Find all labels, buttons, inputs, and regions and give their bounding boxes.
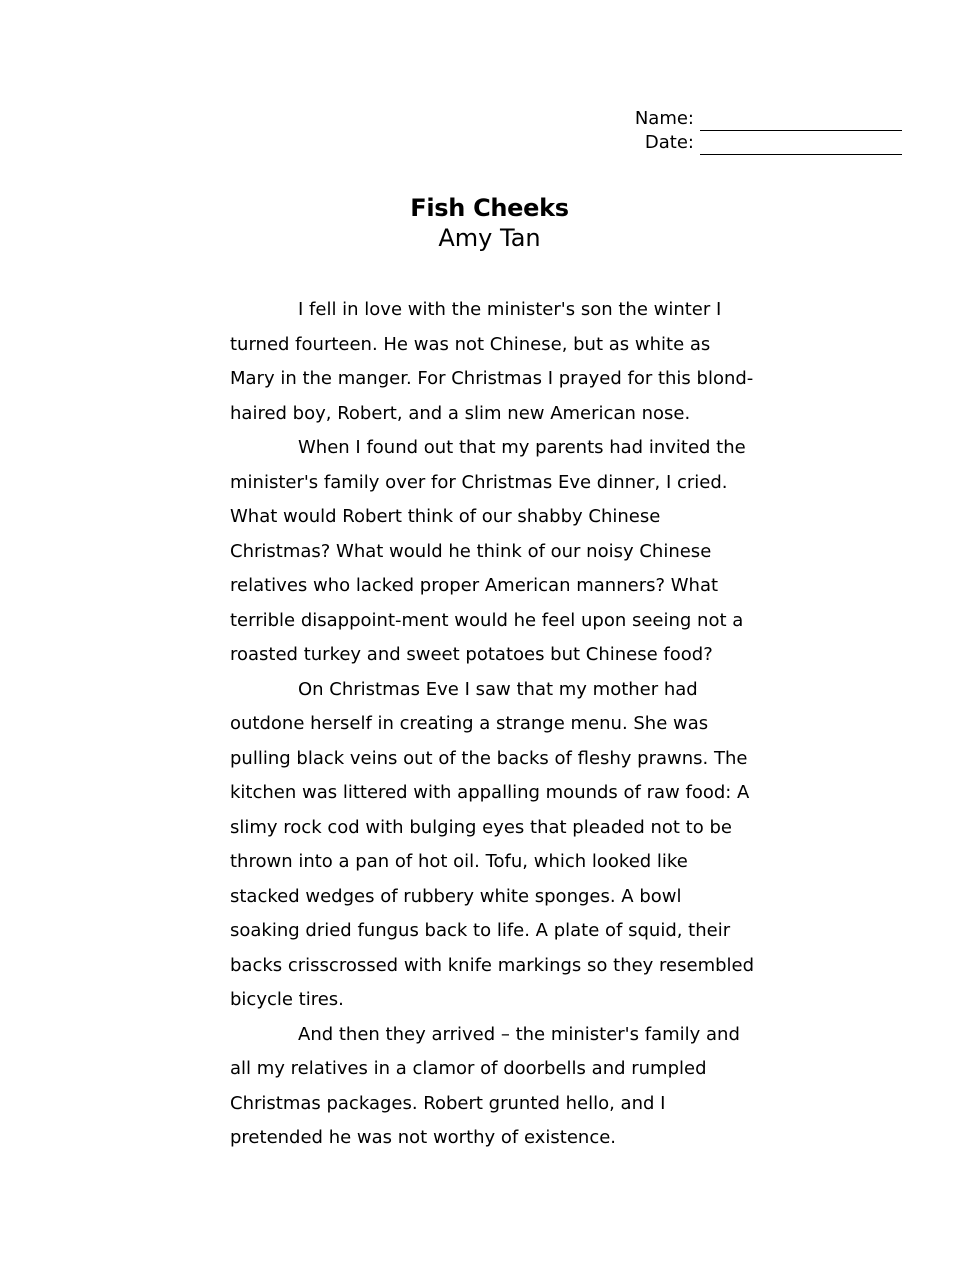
paragraph-2: When I found out that my parents had invited the minister's family over for Christmas Eve dinner, I cried. What would Robert think of our shabby Chinese Christmas? What would he think of our noisy Chinese relatives who lacked proper American manners? What terrible disappoint-ment would he feel upon seeing not a roasted turkey and sweet potatoes but Chinese food? (230, 437, 746, 665)
date-field-row (602, 131, 902, 155)
title-block (0, 193, 979, 253)
name-field-row (602, 107, 902, 131)
name-label: Name: (634, 108, 694, 129)
paragraph-4: And then they arrived – the minister's family and all my relatives in a clamor of doorbells and rumpled Christmas packages. Robert grunted hello, and I pretended he was not worthy of existence. (230, 1023, 740, 1148)
header-fields (602, 107, 902, 155)
date-blank-line[interactable] (700, 135, 902, 155)
date-label: Date: (644, 132, 694, 153)
paragraph-1: I fell in love with the minister's son the winter I turned fourteen. He was not Chinese, but as white as Mary in the manger. For Christmas I prayed for this blond-haired boy, Robert, and a slim new American nose. (230, 299, 754, 424)
story-author: Amy Tan (438, 224, 541, 252)
paragraph-3: On Christmas Eve I saw that my mother had outdone herself in creating a strange menu. She was pulling black veins out of the backs of fleshy prawns. The kitchen was littered with appalling mounds of raw food: A slimy rock cod with bulging eyes that pleaded not to be thrown into a pan of hot oil. Tofu, which looked like stacked wedges of rubbery white sponges. A bowl soaking dried fungus back to life. A plate of squid, their backs crisscrossed with knife markings so they resembled bicycle tires. (230, 678, 755, 1010)
story-body (230, 293, 755, 1156)
name-blank-line[interactable] (700, 111, 902, 131)
story-title: Fish Cheeks (410, 194, 569, 222)
